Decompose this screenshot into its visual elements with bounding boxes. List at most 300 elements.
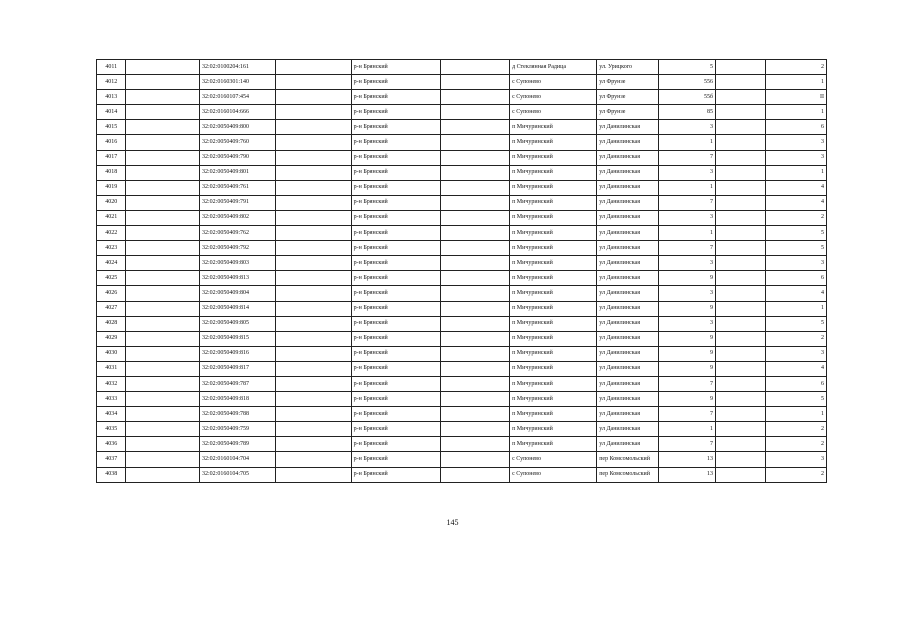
street-cell: ул Данилинская xyxy=(597,165,659,180)
street-cell: ул Данилинская xyxy=(597,301,659,316)
empty-cell xyxy=(716,407,766,422)
settlement-cell: п Мичуринский xyxy=(510,376,597,391)
empty-cell xyxy=(275,135,351,150)
record-number-cell: 4014 xyxy=(97,105,126,120)
empty-cell xyxy=(716,271,766,286)
table-row xyxy=(97,331,827,346)
cadastral-number-cell: 32:02:0050409:815 xyxy=(199,331,275,346)
empty-cell xyxy=(126,256,200,271)
district-cell: р-н Брянский xyxy=(351,407,440,422)
flat-number-cell: 1 xyxy=(765,407,826,422)
settlement-cell: п Мичуринский xyxy=(510,180,597,195)
house-number-cell: 13 xyxy=(659,467,716,482)
district-cell: р-н Брянский xyxy=(351,180,440,195)
settlement-cell: п Мичуринский xyxy=(510,256,597,271)
street-cell: ул Данилинская xyxy=(597,135,659,150)
record-number-cell: 4035 xyxy=(97,422,126,437)
cadastral-number-cell: 32:02:0050409:814 xyxy=(199,301,275,316)
empty-cell xyxy=(441,105,510,120)
settlement-cell: п Мичуринский xyxy=(510,165,597,180)
empty-cell xyxy=(441,376,510,391)
empty-cell xyxy=(126,407,200,422)
street-cell: ул Фрунзе xyxy=(597,90,659,105)
cadastral-number-cell: 32:02:0160107:454 xyxy=(199,90,275,105)
record-number-cell: 4029 xyxy=(97,331,126,346)
house-number-cell: 1 xyxy=(659,422,716,437)
empty-cell xyxy=(441,120,510,135)
record-number-cell: 4013 xyxy=(97,90,126,105)
district-cell: р-н Брянский xyxy=(351,195,440,210)
empty-cell xyxy=(441,452,510,467)
cadastral-number-cell: 32:02:0050409:816 xyxy=(199,346,275,361)
empty-cell xyxy=(716,467,766,482)
house-number-cell: 13 xyxy=(659,452,716,467)
street-cell: ул Данилинская xyxy=(597,316,659,331)
flat-number-cell: 1 xyxy=(765,75,826,90)
table-row xyxy=(97,90,827,105)
street-cell: ул Данилинская xyxy=(597,422,659,437)
record-number-cell: 4036 xyxy=(97,437,126,452)
empty-cell xyxy=(716,346,766,361)
empty-cell xyxy=(126,467,200,482)
empty-cell xyxy=(275,60,351,75)
empty-cell xyxy=(126,271,200,286)
empty-cell xyxy=(275,346,351,361)
settlement-cell: п Мичуринский xyxy=(510,331,597,346)
flat-number-cell: 2 xyxy=(765,60,826,75)
cadastral-number-cell: 32:02:0050409:801 xyxy=(199,165,275,180)
cadastral-number-cell: 32:02:0050409:792 xyxy=(199,241,275,256)
table-row xyxy=(97,361,827,376)
district-cell: р-н Брянский xyxy=(351,452,440,467)
empty-cell xyxy=(275,331,351,346)
empty-cell xyxy=(275,195,351,210)
table-row xyxy=(97,105,827,120)
empty-cell xyxy=(716,165,766,180)
empty-cell xyxy=(275,316,351,331)
flat-number-cell: 4 xyxy=(765,361,826,376)
cadastral-number-cell: 32:02:0050409:788 xyxy=(199,407,275,422)
street-cell: ул Данилинская xyxy=(597,437,659,452)
empty-cell xyxy=(441,75,510,90)
empty-cell xyxy=(441,301,510,316)
settlement-cell: п Мичуринский xyxy=(510,241,597,256)
empty-cell xyxy=(275,452,351,467)
house-number-cell: 9 xyxy=(659,301,716,316)
flat-number-cell: 1 xyxy=(765,301,826,316)
cadastral-number-cell: 32:02:0050409:813 xyxy=(199,271,275,286)
empty-cell xyxy=(126,346,200,361)
empty-cell xyxy=(716,241,766,256)
record-number-cell: 4024 xyxy=(97,256,126,271)
record-number-cell: 4021 xyxy=(97,210,126,225)
flat-number-cell: 3 xyxy=(765,135,826,150)
district-cell: р-н Брянский xyxy=(351,226,440,241)
house-number-cell: 7 xyxy=(659,407,716,422)
empty-cell xyxy=(441,180,510,195)
street-cell: ул Данилинская xyxy=(597,331,659,346)
street-cell: ул Данилинская xyxy=(597,271,659,286)
settlement-cell: с Супонево xyxy=(510,467,597,482)
empty-cell xyxy=(126,195,200,210)
flat-number-cell: 2 xyxy=(765,210,826,225)
flat-number-cell: 4 xyxy=(765,195,826,210)
cadastral-number-cell: 32:02:0050409:759 xyxy=(199,422,275,437)
cadastral-number-cell: 32:02:0050409:761 xyxy=(199,180,275,195)
settlement-cell: п Мичуринский xyxy=(510,271,597,286)
empty-cell xyxy=(126,422,200,437)
empty-cell xyxy=(441,286,510,301)
empty-cell xyxy=(716,226,766,241)
empty-cell xyxy=(275,301,351,316)
empty-cell xyxy=(716,422,766,437)
record-number-cell: 4033 xyxy=(97,392,126,407)
table-row xyxy=(97,316,827,331)
settlement-cell: п Мичуринский xyxy=(510,437,597,452)
page-number: 145 xyxy=(446,518,459,527)
empty-cell xyxy=(716,195,766,210)
empty-cell xyxy=(441,331,510,346)
empty-cell xyxy=(275,120,351,135)
empty-cell xyxy=(126,75,200,90)
table-row xyxy=(97,150,827,165)
flat-number-cell: 1 xyxy=(765,165,826,180)
settlement-cell: п Мичуринский xyxy=(510,135,597,150)
district-cell: р-н Брянский xyxy=(351,376,440,391)
house-number-cell: 9 xyxy=(659,346,716,361)
house-number-cell: 3 xyxy=(659,165,716,180)
table-row xyxy=(97,376,827,391)
street-cell: ул Данилинская xyxy=(597,376,659,391)
district-cell: р-н Брянский xyxy=(351,331,440,346)
empty-cell xyxy=(275,150,351,165)
house-number-cell: 1 xyxy=(659,226,716,241)
flat-number-cell: 3 xyxy=(765,150,826,165)
property-register-table xyxy=(96,59,827,483)
empty-cell xyxy=(275,210,351,225)
empty-cell xyxy=(441,316,510,331)
flat-number-cell: 5 xyxy=(765,226,826,241)
settlement-cell: п Мичуринский xyxy=(510,226,597,241)
record-number-cell: 4037 xyxy=(97,452,126,467)
empty-cell xyxy=(126,361,200,376)
settlement-cell: с Супонево xyxy=(510,90,597,105)
cadastral-number-cell: 32:02:0050409:762 xyxy=(199,226,275,241)
house-number-cell: 55б xyxy=(659,90,716,105)
house-number-cell: 5 xyxy=(659,60,716,75)
record-number-cell: 4017 xyxy=(97,150,126,165)
cadastral-number-cell: 32:02:0050409:787 xyxy=(199,376,275,391)
district-cell: р-н Брянский xyxy=(351,271,440,286)
empty-cell xyxy=(275,286,351,301)
empty-cell xyxy=(716,316,766,331)
cadastral-number-cell: 32:02:0100204:161 xyxy=(199,60,275,75)
empty-cell xyxy=(716,331,766,346)
flat-number-cell: 5 xyxy=(765,316,826,331)
house-number-cell: 1 xyxy=(659,180,716,195)
empty-cell xyxy=(126,301,200,316)
house-number-cell: 556 xyxy=(659,75,716,90)
district-cell: р-н Брянский xyxy=(351,150,440,165)
street-cell: ул. Урицкого xyxy=(597,60,659,75)
empty-cell xyxy=(716,60,766,75)
house-number-cell: 3 xyxy=(659,256,716,271)
empty-cell xyxy=(126,316,200,331)
flat-number-cell: 2 xyxy=(765,331,826,346)
record-number-cell: 4016 xyxy=(97,135,126,150)
empty-cell xyxy=(275,105,351,120)
empty-cell xyxy=(126,331,200,346)
settlement-cell: п Мичуринский xyxy=(510,150,597,165)
empty-cell xyxy=(441,150,510,165)
empty-cell xyxy=(275,467,351,482)
table-row xyxy=(97,467,827,482)
cadastral-number-cell: 32:02:0050409:803 xyxy=(199,256,275,271)
table-row xyxy=(97,346,827,361)
cadastral-number-cell: 32:02:0160301:140 xyxy=(199,75,275,90)
empty-cell xyxy=(441,467,510,482)
street-cell: ул Данилинская xyxy=(597,286,659,301)
empty-cell xyxy=(275,407,351,422)
empty-cell xyxy=(126,392,200,407)
empty-cell xyxy=(716,210,766,225)
street-cell: ул Данилинская xyxy=(597,407,659,422)
street-cell: ул Данилинская xyxy=(597,195,659,210)
empty-cell xyxy=(275,361,351,376)
street-cell: ул Данилинская xyxy=(597,361,659,376)
flat-number-cell: 4 xyxy=(765,286,826,301)
flat-number-cell: 6 xyxy=(765,120,826,135)
house-number-cell: 3 xyxy=(659,316,716,331)
table-row xyxy=(97,422,827,437)
cadastral-number-cell: 32:02:0050409:760 xyxy=(199,135,275,150)
house-number-cell: 3 xyxy=(659,286,716,301)
record-number-cell: 4025 xyxy=(97,271,126,286)
settlement-cell: п Мичуринский xyxy=(510,301,597,316)
settlement-cell: п Мичуринский xyxy=(510,120,597,135)
district-cell: р-н Брянский xyxy=(351,210,440,225)
empty-cell xyxy=(716,452,766,467)
street-cell: пер Комсомольский xyxy=(597,467,659,482)
table-body xyxy=(97,60,827,483)
empty-cell xyxy=(441,135,510,150)
record-number-cell: 4012 xyxy=(97,75,126,90)
table-row xyxy=(97,165,827,180)
table-row xyxy=(97,180,827,195)
flat-number-cell: 3 xyxy=(765,346,826,361)
empty-cell xyxy=(126,286,200,301)
record-number-cell: 4034 xyxy=(97,407,126,422)
flat-number-cell: 2 xyxy=(765,467,826,482)
empty-cell xyxy=(716,361,766,376)
house-number-cell: 7 xyxy=(659,437,716,452)
settlement-cell: п Мичуринский xyxy=(510,346,597,361)
table-row xyxy=(97,60,827,75)
empty-cell xyxy=(126,180,200,195)
settlement-cell: п Мичуринский xyxy=(510,210,597,225)
empty-cell xyxy=(126,241,200,256)
empty-cell xyxy=(716,286,766,301)
house-number-cell: 7 xyxy=(659,195,716,210)
district-cell: р-н Брянский xyxy=(351,301,440,316)
empty-cell xyxy=(441,271,510,286)
house-number-cell: 3 xyxy=(659,210,716,225)
settlement-cell: п Мичуринский xyxy=(510,392,597,407)
flat-number-cell: 3 xyxy=(765,452,826,467)
empty-cell xyxy=(275,180,351,195)
table-row xyxy=(97,286,827,301)
settlement-cell: п Мичуринский xyxy=(510,407,597,422)
record-number-cell: 4027 xyxy=(97,301,126,316)
table-row xyxy=(97,392,827,407)
street-cell: ул Данилинская xyxy=(597,180,659,195)
settlement-cell: п Мичуринский xyxy=(510,422,597,437)
empty-cell xyxy=(275,376,351,391)
empty-cell xyxy=(716,392,766,407)
district-cell: р-н Брянский xyxy=(351,437,440,452)
table-row xyxy=(97,120,827,135)
empty-cell xyxy=(716,376,766,391)
empty-cell xyxy=(126,150,200,165)
cadastral-number-cell: 32:02:0050409:789 xyxy=(199,437,275,452)
record-number-cell: 4020 xyxy=(97,195,126,210)
empty-cell xyxy=(126,60,200,75)
district-cell: р-н Брянский xyxy=(351,392,440,407)
table-row xyxy=(97,135,827,150)
table-row xyxy=(97,301,827,316)
settlement-cell: с Супонево xyxy=(510,105,597,120)
empty-cell xyxy=(441,226,510,241)
record-number-cell: 4038 xyxy=(97,467,126,482)
empty-cell xyxy=(275,271,351,286)
settlement-cell: д Стеклянная Радица xyxy=(510,60,597,75)
district-cell: р-н Брянский xyxy=(351,422,440,437)
cadastral-number-cell: 32:02:0050409:802 xyxy=(199,210,275,225)
street-cell: ул Данилинская xyxy=(597,241,659,256)
empty-cell xyxy=(716,75,766,90)
settlement-cell: с Супонево xyxy=(510,75,597,90)
house-number-cell: 9 xyxy=(659,271,716,286)
empty-cell xyxy=(441,256,510,271)
cadastral-number-cell: 32:02:0050409:804 xyxy=(199,286,275,301)
empty-cell xyxy=(275,241,351,256)
street-cell: ул Фрунзе xyxy=(597,105,659,120)
record-number-cell: 4019 xyxy=(97,180,126,195)
empty-cell xyxy=(441,361,510,376)
empty-cell xyxy=(441,195,510,210)
flat-number-cell: 4 xyxy=(765,180,826,195)
house-number-cell: 7 xyxy=(659,150,716,165)
street-cell: ул Данилинская xyxy=(597,150,659,165)
record-number-cell: 4022 xyxy=(97,226,126,241)
table-row xyxy=(97,407,827,422)
empty-cell xyxy=(716,90,766,105)
record-number-cell: 4018 xyxy=(97,165,126,180)
empty-cell xyxy=(126,226,200,241)
empty-cell xyxy=(126,135,200,150)
empty-cell xyxy=(441,241,510,256)
empty-cell xyxy=(126,105,200,120)
house-number-cell: 9 xyxy=(659,392,716,407)
house-number-cell: 3 xyxy=(659,120,716,135)
house-number-cell: 7 xyxy=(659,241,716,256)
empty-cell xyxy=(275,75,351,90)
cadastral-number-cell: 32:02:0050409:817 xyxy=(199,361,275,376)
house-number-cell: 7 xyxy=(659,376,716,391)
district-cell: р-н Брянский xyxy=(351,105,440,120)
empty-cell xyxy=(275,422,351,437)
district-cell: р-н Брянский xyxy=(351,286,440,301)
empty-cell xyxy=(716,105,766,120)
empty-cell xyxy=(716,135,766,150)
street-cell: ул Фрунзе xyxy=(597,75,659,90)
table-row xyxy=(97,226,827,241)
district-cell: р-н Брянский xyxy=(351,90,440,105)
house-number-cell: 9 xyxy=(659,361,716,376)
table-row xyxy=(97,437,827,452)
empty-cell xyxy=(441,422,510,437)
empty-cell xyxy=(275,165,351,180)
record-number-cell: 4030 xyxy=(97,346,126,361)
flat-number-cell: 6 xyxy=(765,376,826,391)
table-row xyxy=(97,210,827,225)
settlement-cell: п Мичуринский xyxy=(510,361,597,376)
table-row xyxy=(97,271,827,286)
street-cell: ул Данилинская xyxy=(597,210,659,225)
table-row xyxy=(97,195,827,210)
empty-cell xyxy=(441,407,510,422)
flat-number-cell: 5 xyxy=(765,392,826,407)
empty-cell xyxy=(275,90,351,105)
flat-number-cell: 5 xyxy=(765,241,826,256)
settlement-cell: п Мичуринский xyxy=(510,316,597,331)
district-cell: р-н Брянский xyxy=(351,346,440,361)
empty-cell xyxy=(126,90,200,105)
street-cell: ул Данилинская xyxy=(597,226,659,241)
cadastral-number-cell: 32:02:0050409:791 xyxy=(199,195,275,210)
house-number-cell: 9 xyxy=(659,331,716,346)
empty-cell xyxy=(441,392,510,407)
district-cell: р-н Брянский xyxy=(351,241,440,256)
cadastral-number-cell: 32:02:0160104:666 xyxy=(199,105,275,120)
empty-cell xyxy=(441,437,510,452)
district-cell: р-н Брянский xyxy=(351,135,440,150)
empty-cell xyxy=(716,150,766,165)
empty-cell xyxy=(716,120,766,135)
flat-number-cell: 2 xyxy=(765,422,826,437)
table-row xyxy=(97,241,827,256)
empty-cell xyxy=(126,210,200,225)
district-cell: р-н Брянский xyxy=(351,361,440,376)
empty-cell xyxy=(126,120,200,135)
cadastral-number-cell: 32:02:0050409:790 xyxy=(199,150,275,165)
cadastral-number-cell: 32:02:0050409:805 xyxy=(199,316,275,331)
district-cell: р-н Брянский xyxy=(351,316,440,331)
district-cell: р-н Брянский xyxy=(351,60,440,75)
empty-cell xyxy=(716,180,766,195)
record-number-cell: 4015 xyxy=(97,120,126,135)
empty-cell xyxy=(126,452,200,467)
district-cell: р-н Брянский xyxy=(351,256,440,271)
empty-cell xyxy=(716,256,766,271)
district-cell: р-н Брянский xyxy=(351,75,440,90)
record-number-cell: 4028 xyxy=(97,316,126,331)
cadastral-number-cell: 32:02:0160104:704 xyxy=(199,452,275,467)
flat-number-cell: 2 xyxy=(765,437,826,452)
record-number-cell: 4023 xyxy=(97,241,126,256)
cadastral-number-cell: 32:02:0050409:800 xyxy=(199,120,275,135)
district-cell: р-н Брянский xyxy=(351,467,440,482)
